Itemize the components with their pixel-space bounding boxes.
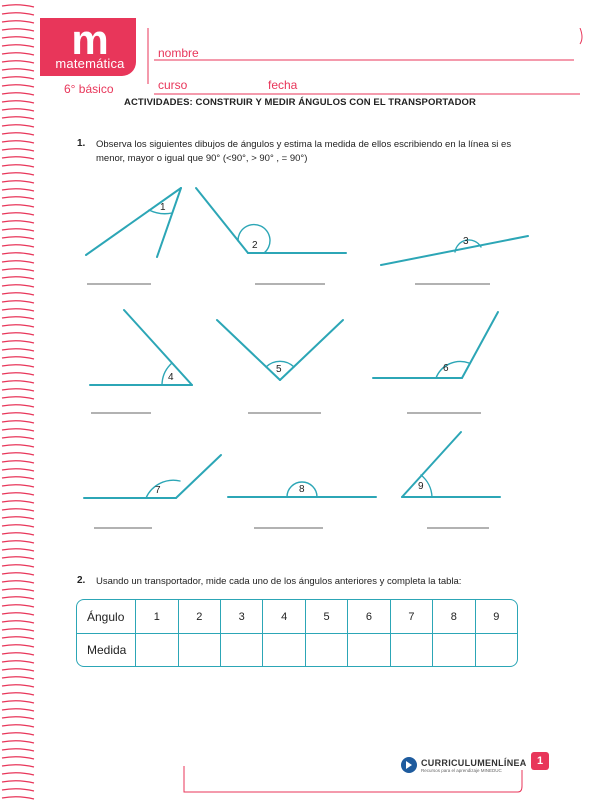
table-row-header-angle: Ángulo — [77, 600, 136, 634]
worksheet-title: ACTIVIDADES: CONSTRUIR Y MEDIR ÁNGULOS CON EL TRANSPORTADOR — [124, 97, 476, 108]
measure-cell-3[interactable] — [221, 634, 263, 666]
measure-cell-8[interactable] — [433, 634, 475, 666]
curriculum-brand-sub: Recursos para el aprendizaje MINEDUC — [421, 768, 502, 773]
table-col-header: 9 — [476, 600, 517, 634]
angle-2-figure — [196, 188, 346, 253]
angle-label-8: 8 — [299, 484, 305, 495]
page-number-badge: 1 — [531, 752, 549, 770]
angle-6-figure — [373, 312, 498, 378]
table-row — [77, 634, 517, 666]
angle-label-3: 3 — [463, 236, 469, 247]
measure-cell-2[interactable] — [179, 634, 221, 666]
measure-cell-6[interactable] — [348, 634, 390, 666]
measure-cell-4[interactable] — [263, 634, 305, 666]
table-col-header: 3 — [221, 600, 263, 634]
angle-3-figure — [381, 236, 528, 265]
course-label: curso — [158, 78, 188, 92]
angle-4-figure — [90, 310, 192, 385]
angle-label-6: 6 — [443, 363, 449, 374]
table-col-header: 8 — [433, 600, 475, 634]
question-1-number: 1. — [77, 138, 86, 149]
table-col-header: 6 — [348, 600, 390, 634]
table-col-header: 7 — [391, 600, 433, 634]
angle-label-2: 2 — [252, 240, 258, 251]
angle-1-figure — [86, 188, 181, 257]
angle-label-5: 5 — [276, 364, 282, 375]
footer-frame — [0, 740, 600, 800]
angle-9-figure — [402, 432, 500, 497]
logo-letter: m — [71, 16, 109, 63]
measure-cell-1[interactable] — [136, 634, 178, 666]
measure-cell-5[interactable] — [306, 634, 348, 666]
curriculum-brand: CURRICULUMENLÍNEA — [421, 758, 527, 768]
measure-cell-7[interactable] — [391, 634, 433, 666]
table-col-header: 5 — [306, 600, 348, 634]
table-col-header: 4 — [263, 600, 305, 634]
table-row — [77, 600, 517, 634]
angle-label-1: 1 — [160, 202, 166, 213]
curriculum-logo-icon — [400, 756, 418, 774]
angle-label-7: 7 — [155, 485, 161, 496]
logo-subject: matemática — [55, 56, 125, 71]
grade-label: 6° básico — [64, 82, 114, 96]
measure-cell-9[interactable] — [476, 634, 517, 666]
question-2-number: 2. — [77, 575, 86, 586]
measurement-table — [76, 599, 518, 667]
table-row-header-measure: Medida — [77, 634, 136, 666]
angle-label-4: 4 — [168, 372, 174, 383]
question-1-line2: menor, mayor o igual que 90° (<90°, > 90° , = 90°) — [96, 153, 308, 164]
date-label: fecha — [268, 78, 298, 92]
question-1-line1: Observa los siguientes dibujos de ángulos y estima la medida de ellos escribiendo en la línea si es — [96, 139, 512, 150]
table-col-header: 1 — [136, 600, 178, 634]
table-col-header: 2 — [179, 600, 221, 634]
name-label: nombre — [158, 46, 199, 60]
angle-7-figure — [84, 455, 221, 498]
question-2-text: Usando un transportador, mide cada uno de los ángulos anteriores y completa la tabla: — [96, 576, 462, 587]
angle-label-9: 9 — [418, 481, 424, 492]
